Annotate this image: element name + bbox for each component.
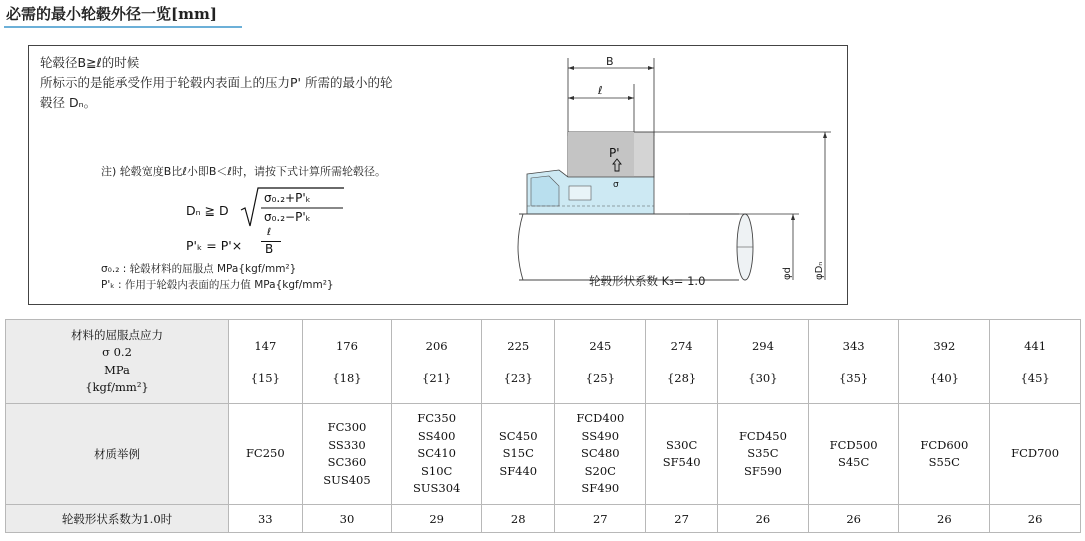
material: SF590 xyxy=(744,463,782,478)
kgf-value: {28} xyxy=(666,370,697,385)
kgf-value: {40} xyxy=(929,370,959,385)
kgf-value: {21} xyxy=(422,370,452,385)
value-cell: 26 xyxy=(808,505,899,533)
value-cell: 27 xyxy=(646,505,718,533)
material-cell xyxy=(302,404,392,505)
kgf-value: {45} xyxy=(1020,370,1050,385)
material: FCD500 xyxy=(829,437,878,452)
stress-cell xyxy=(808,320,899,404)
mpa-value: 225 xyxy=(507,338,530,353)
material: FCD450 xyxy=(738,428,787,443)
definition-sigma: σ₀.₂ : 轮毂材料的屈服点 MPa{kgf/mm²} xyxy=(101,263,297,275)
formula2-denominator: B xyxy=(265,242,274,256)
stress-cell xyxy=(990,320,1081,404)
value-cell: 28 xyxy=(482,505,555,533)
material: FC300 xyxy=(327,420,367,434)
formula1-lhs: Dₙ ≧ D xyxy=(186,203,229,218)
panel-line-1: 轮毂径B≧ℓ的时候 xyxy=(40,55,140,70)
material: FCD600 xyxy=(920,437,969,452)
value-cell: 26 xyxy=(990,505,1081,533)
material: SS400 xyxy=(417,428,456,443)
material: S55C xyxy=(928,455,960,469)
kgf-value: {15} xyxy=(250,370,280,385)
value-cell: 27 xyxy=(555,505,646,533)
value-cell: 33 xyxy=(229,505,303,533)
value-cell: 26 xyxy=(899,505,990,533)
mpa-value: 147 xyxy=(254,338,277,353)
stress-cell xyxy=(392,320,482,404)
formula2-lhs: P'ₖ = P'× xyxy=(186,238,243,253)
material: SC410 xyxy=(417,446,456,461)
material: SS490 xyxy=(581,428,620,443)
material-cell xyxy=(646,404,718,505)
material-cell xyxy=(392,404,482,505)
kgf-value: {18} xyxy=(332,370,362,385)
row-header-min-diameter: 轮毂形状系数为1.0时 xyxy=(6,505,229,533)
material: S15C xyxy=(502,446,534,461)
mpa-value: 245 xyxy=(589,338,612,353)
value-cell: 30 xyxy=(302,505,392,533)
stress-cell xyxy=(555,320,646,404)
panel-line-2: 所标示的是能承受作用于轮毂内表面上的压力P' 所需的最小的轮 xyxy=(40,75,393,90)
material: S35C xyxy=(747,446,779,461)
row-header-yield-stress xyxy=(6,320,229,404)
page-title: 必需的最小轮毂外径一览[mm] xyxy=(6,5,217,23)
mpa-value: 343 xyxy=(842,338,865,353)
material-cell xyxy=(482,404,555,505)
row-header-line: MPa xyxy=(104,362,130,377)
material: FC350 xyxy=(417,411,457,426)
diagram-panel xyxy=(28,45,848,305)
material: SF440 xyxy=(499,463,538,478)
panel-note: 注) 轮毂宽度B比ℓ小即B＜ℓ时，请按下式计算所需轮毂径。 xyxy=(101,165,386,178)
material: SF490 xyxy=(581,481,620,496)
sigma-label: σ xyxy=(613,180,619,190)
stress-cell xyxy=(718,320,809,404)
material-cell xyxy=(555,404,646,505)
material: SS330 xyxy=(328,437,366,452)
pressure-label: P' xyxy=(609,146,620,160)
material: S10C xyxy=(421,463,453,478)
stress-cell xyxy=(229,320,303,404)
table-row-materials xyxy=(6,404,1081,505)
stress-cell xyxy=(482,320,555,404)
material: SC450 xyxy=(498,428,538,443)
stress-cell xyxy=(302,320,392,404)
value-cell: 26 xyxy=(718,505,809,533)
material: SF540 xyxy=(662,455,701,469)
material: FC250 xyxy=(245,446,285,461)
title-underline xyxy=(4,26,242,28)
kgf-value: {25} xyxy=(585,370,615,385)
mpa-value: 294 xyxy=(751,338,774,353)
material-cell xyxy=(808,404,899,505)
material: SC360 xyxy=(327,455,367,469)
formula2-numerator: ℓ xyxy=(267,227,272,238)
material: SUS304 xyxy=(412,481,461,496)
material-cell xyxy=(990,404,1081,505)
hub-diameter-table xyxy=(5,319,1081,533)
value-cell: 29 xyxy=(392,505,482,533)
mpa-value: 274 xyxy=(670,338,693,353)
mpa-value: 206 xyxy=(425,338,448,353)
dim-label-b: B xyxy=(606,55,614,68)
material: S20C xyxy=(584,463,616,478)
material-cell xyxy=(229,404,303,505)
panel-line-3: 毂径 Dₙ。 xyxy=(40,95,97,110)
dim-label-d: φd xyxy=(782,267,793,280)
mpa-value: 392 xyxy=(933,338,956,353)
material-cell xyxy=(718,404,809,505)
kgf-value: {30} xyxy=(748,370,778,385)
dim-label-l: ℓ xyxy=(598,84,603,97)
material: SC480 xyxy=(580,446,620,461)
dim-label-dn: φDₙ xyxy=(814,261,825,280)
material-cell xyxy=(899,404,990,505)
row-header-line: {kgf/mm²} xyxy=(85,380,149,394)
row-header-line: 材料的屈服点应力 xyxy=(71,327,163,342)
table-row-yield-stress xyxy=(6,320,1081,404)
shape-coefficient-label: 轮毂形状系数 K₃= 1.0 xyxy=(589,274,706,288)
mpa-value: 176 xyxy=(335,338,358,353)
row-header-materials: 材质举例 xyxy=(6,404,229,505)
formula1-denominator: σ₀.₂−P'ₖ xyxy=(264,210,311,224)
formula1-numerator: σ₀.₂+P'ₖ xyxy=(264,191,311,205)
definition-pk: P'ₖ : 作用于轮毂内表面的压力值 MPa{kgf/mm²} xyxy=(101,279,334,291)
hub-diagram xyxy=(509,46,845,302)
stress-cell xyxy=(899,320,990,404)
table-row-min-diameter xyxy=(6,505,1081,533)
material: FCD700 xyxy=(1011,446,1060,461)
material: SUS405 xyxy=(323,472,371,487)
mpa-value: 441 xyxy=(1024,338,1047,353)
kgf-value: {23} xyxy=(503,370,533,385)
material: FCD400 xyxy=(576,411,625,426)
material: S30C xyxy=(665,437,698,452)
row-header-line: σ 0.2 xyxy=(102,345,132,359)
material: S45C xyxy=(837,455,870,469)
kgf-value: {35} xyxy=(838,370,869,385)
stress-cell xyxy=(646,320,718,404)
